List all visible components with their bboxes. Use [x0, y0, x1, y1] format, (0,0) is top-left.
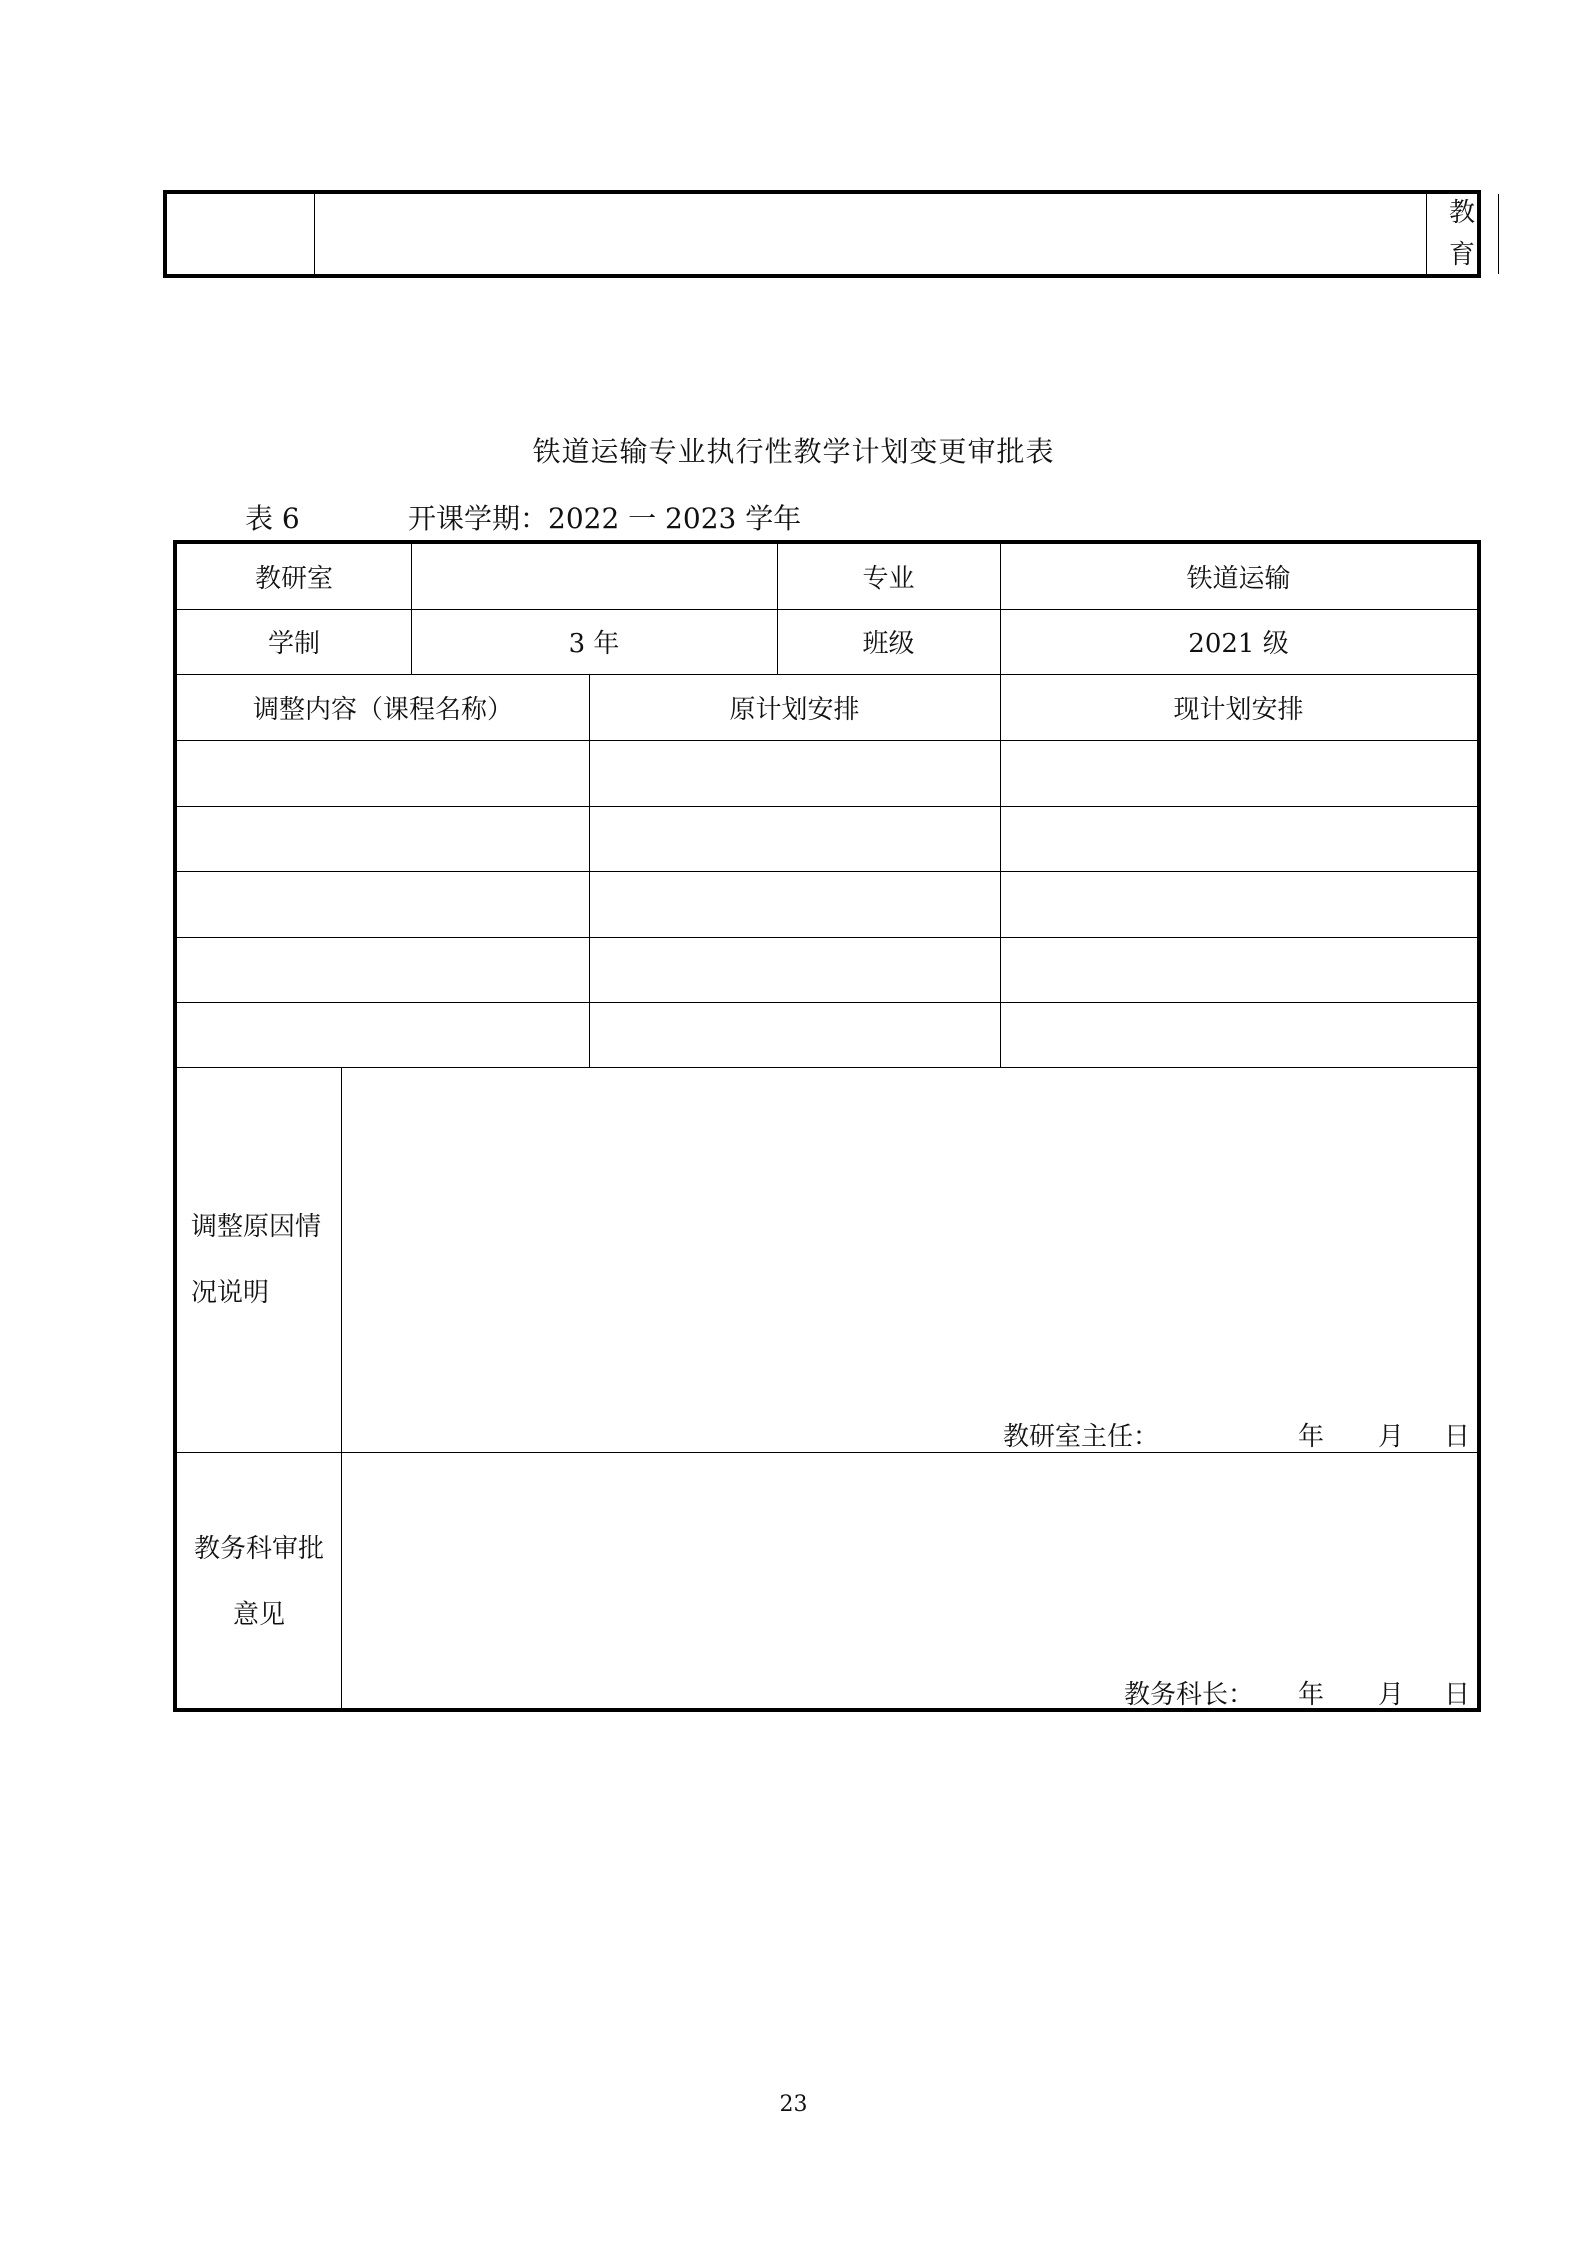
approval-label [177, 1452, 341, 1712]
approval-label-line: 教务科审批 [193, 1534, 324, 1564]
date-day: 日 [1444, 1680, 1471, 1710]
major-label: 专业 [862, 564, 915, 594]
current-plan-header: 现计划安排 [1173, 694, 1304, 725]
edu-char: 育 [1448, 240, 1475, 270]
table-divider [1498, 194, 1499, 274]
content-column-header: 调整内容（课程名称） [252, 694, 513, 725]
class-value: 2021 级 [1188, 629, 1289, 659]
table-row[interactable] [177, 937, 1477, 1002]
dept-label: 教研室 [254, 564, 333, 594]
dept-value[interactable] [411, 544, 777, 609]
semester-label: 开课学期：2022 一 2023 学年 [408, 502, 802, 535]
page-number: 23 [779, 2092, 808, 2117]
table-number: 表 6 [245, 502, 300, 535]
reason-label-line: 况说明 [191, 1277, 270, 1308]
date-year: 年 [1298, 1422, 1325, 1452]
academic-chief-sign: 教务科长： [1124, 1680, 1255, 1710]
date-month: 月 [1378, 1422, 1405, 1452]
previous-table-fragment [163, 190, 1481, 278]
class-label: 班级 [862, 629, 915, 659]
table-row[interactable] [177, 871, 1477, 937]
date-month: 月 [1378, 1680, 1405, 1710]
row-line [177, 1067, 1477, 1068]
table-row[interactable] [177, 1002, 1477, 1067]
edu-char: 教 [1448, 198, 1475, 228]
system-label: 学制 [267, 629, 320, 659]
col-line [341, 1067, 342, 1712]
dept-director-sign: 教研室主任： [1003, 1422, 1160, 1452]
date-year: 年 [1298, 1680, 1325, 1710]
edu-label [1426, 194, 1498, 274]
system-value: 3 年 [568, 629, 620, 659]
reason-label [177, 1067, 341, 1452]
table-divider [314, 194, 315, 274]
change-approval-form [173, 540, 1481, 1712]
table-row[interactable] [177, 740, 1477, 806]
major-value: 铁道运输 [1186, 564, 1291, 594]
row-line [177, 1452, 1477, 1453]
date-day: 日 [1444, 1422, 1471, 1452]
reason-label-line: 调整原因情 [191, 1211, 322, 1242]
form-title: 铁道运输专业执行性教学计划变更审批表 [532, 435, 1055, 468]
original-plan-header: 原计划安排 [729, 694, 860, 725]
approval-label-line: 意见 [232, 1600, 285, 1630]
table-row[interactable] [177, 806, 1477, 871]
